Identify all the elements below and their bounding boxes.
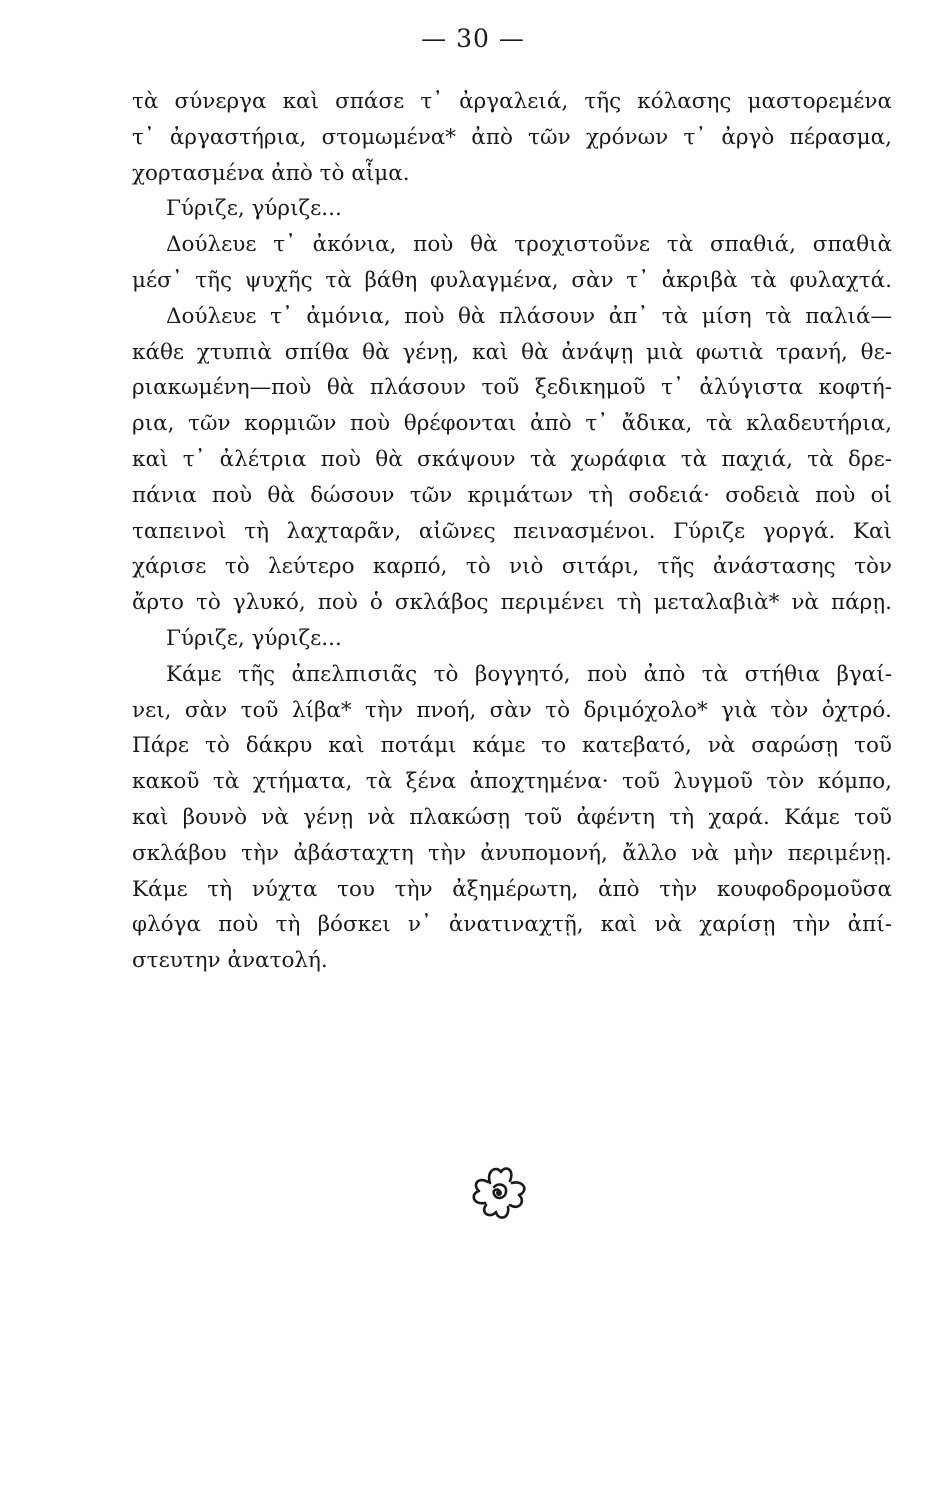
fleuron-icon [468,1163,530,1223]
text-line: σκλάβου τὴν ἀβάσταχτη τὴν ἀνυπομονή, ἄλλο νὰ μὴν περιμένῃ. [132,840,892,866]
text-line: κάθε χτυπιὰ σπίθα θὰ γένῃ, καὶ θὰ ἀνάψῃ μιὰ φωτιὰ τρανή, θε- [132,339,892,365]
text-line: Γύριζε, γύριζε... [166,196,342,222]
text-line: Κάμε τὴ νύχτα του τὴν ἀξημέρωτη, ἀπὸ τὴν κουφοδρομοῦσα [132,876,892,902]
text-line: ἄρτο τὸ γλυκό, ποὺ ὁ σκλάβος περιμένει τὴ μεταλαβιὰ* νὰ πάρῃ. [132,590,892,616]
text-line: φλόγα ποὺ τὴ βόσκει ν᾽ ἀνατιναχτῇ, καὶ νὰ χαρίσῃ τὴν ἀπί- [132,912,892,938]
text-line: στευτην ἀνατολή. [132,948,328,974]
text-line: τὰ σύνεργα καὶ σπάσε τ᾽ ἀργαλειά, τῆς κόλασης μαστορεμένα [132,89,892,114]
text-line: κακοῦ τὰ χτήματα, τὰ ξένα ἀποχτημένα· τοῦ λυγμοῦ τὸν κόμπο, [132,769,892,795]
text-line: πάνια ποὺ θὰ δώσουν τῶν κριμάτων τὴ σοδειά· σοδειὰ ποὺ οἱ [132,482,892,508]
text-line: Δούλευε τ᾽ ἀμόνια, ποὺ θὰ πλάσουν ἀπ᾽ τὰ μίση τὰ παλιά— [166,303,892,329]
text-line: Δούλευε τ᾽ ἀκόνια, ποὺ θὰ τροχιστοῦνε τὰ σπαθιά, σπαθιὰ [166,232,892,258]
text-line: Κάμε τῆς ἀπελπισιᾶς τὸ βογγητό, ποὺ ἀπὸ τὰ στήθια βγαί- [166,661,892,687]
text-line: καὶ βουνὸ νὰ γένῃ νὰ πλακώσῃ τοῦ ἀφέντη τὴ χαρά. Κάμε τοῦ [132,804,892,830]
text-line: ρια, τῶν κορμιῶν ποὺ θρέφονται ἀπὸ τ᾽ ἄδικα, τὰ κλαδευτήρια, [132,411,892,437]
text-line: νει, σὰν τοῦ λίβα* τὴν πνοή, σὰν τὸ δριμόχολο* γιὰ τὸν ὀχτρό. [132,697,892,723]
page-number: — 30 — [421,24,525,53]
text-line: Πάρε τὸ δάκρυ καὶ ποτάμι κάμε το κατεβατό, νὰ σαρώσῃ τοῦ [132,733,892,759]
text-line: μέσ᾽ τῆς ψυχῆς τὰ βάθη φυλαγμένα, σὰν τ᾽ ἀκριβὰ τὰ φυλαχτά. [132,267,892,293]
text-line: τ᾽ ἀργαστήρια, στομωμένα* ἀπὸ τῶν χρόνων τ᾽ ἀργὸ πέρασμα, [132,124,892,150]
text-line: καὶ τ᾽ ἀλέτρια ποὺ θὰ σκάψουν τὰ χωράφια τὰ παχιά, τὰ δρε- [132,446,892,472]
text-line: ταπεινοὶ τὴ λαχταρᾶν, αἰῶνες πεινασμένοι. Γύριζε γοργά. Καὶ [132,518,892,544]
text-line: ριακωμένη—ποὺ θὰ πλάσουν τοῦ ξεδικημοῦ τ᾽ ἀλύγιστα κοφτή- [132,375,892,401]
text-line: Γύριζε, γύριζε... [166,625,342,651]
text-line: χορτασμένα ἀπὸ τὸ αἷμα. [132,160,410,186]
text-line: χάρισε τὸ λεύτερο καρπό, τὸ νιὸ σιτάρι, τῆς ἀνάστασης τὸν [132,554,892,580]
body-text [132,84,892,979]
